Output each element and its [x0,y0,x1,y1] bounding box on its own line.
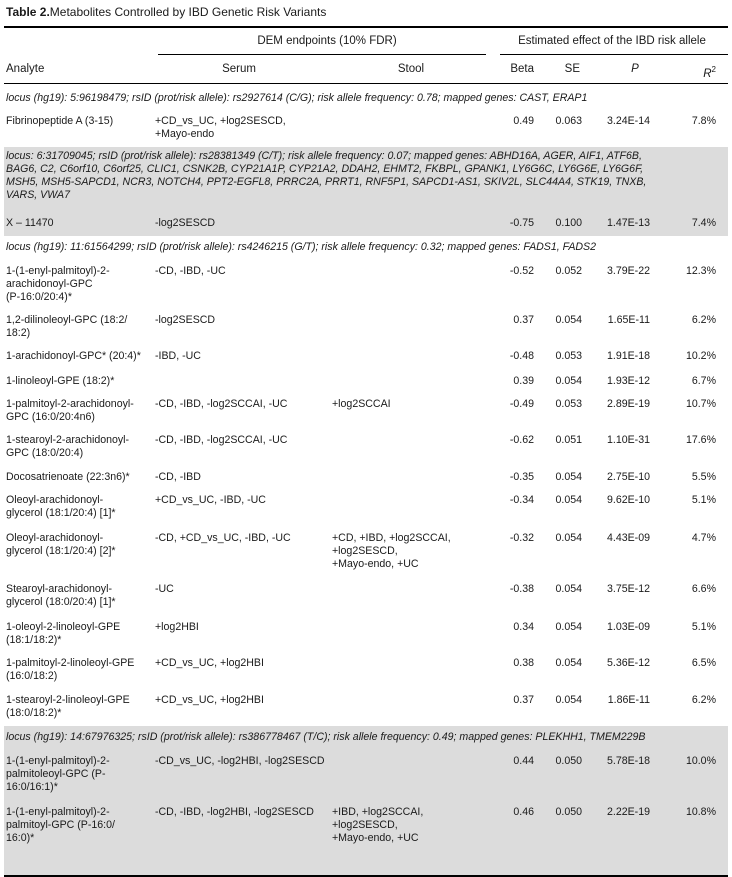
stool-cell: +log2SCCAI [332,398,391,410]
serum-cell: -CD_vs_UC, -log2HBI, -log2SESCD [155,755,325,767]
beta-cell: 0.39 [513,375,534,387]
r2-cell: 10.0% [685,755,716,767]
beta-cell: -0.52 [509,265,534,277]
locus-line: locus (hg19): 11:61564299; rsID (prot/risk allele): rs4246215 (G/T); risk allele frequency: 0.32; mapped genes: FADS1, FADS2 [6,241,597,253]
analyte-cell: Oleoyl-arachidonoyl- [6,494,104,506]
beta-cell: -0.62 [509,434,534,446]
p-cell: 1.10E-31 [607,434,650,446]
se-cell: 0.053 [555,398,582,410]
r2-cell: 6.5% [691,657,716,669]
se-cell: 0.054 [555,532,582,544]
serum-cell: +CD_vs_UC, +log2SESCD, [155,115,286,127]
p-cell: 3.24E-14 [607,115,650,127]
p-cell: 2.22E-19 [607,806,650,818]
top-rule [4,26,728,28]
r2-cell: 7.4% [691,217,716,229]
r2-cell: 6.2% [691,694,716,706]
analyte-cell: arachidonoyl-GPC [6,278,93,290]
analyte-cell: 1-linoleoyl-GPE (18:2)* [6,375,115,387]
serum-cell: -log2SESCD [155,314,216,326]
locus-line: locus (hg19): 5:96198479; rsID (prot/risk allele): rs2927614 (C/G); risk allele frequency: 0.78; mapped genes: CAST, ERAP1 [6,92,588,104]
p-cell: 1.47E-13 [607,217,650,229]
analyte-cell: 16:0/16:1)* [6,781,58,793]
header-r2 [680,63,716,81]
se-cell: 0.054 [555,657,582,669]
stool-cell: +IBD, +log2SCCAI, [332,806,424,818]
analyte-cell: GPC (18:0/20:4) [6,447,84,459]
analyte-cell: (18:1/18:2)* [6,634,62,646]
serum-cell: -CD, -IBD [155,471,201,483]
locus-band-14 [4,726,728,875]
serum-cell: -CD, -IBD, -log2HBI, -log2SESCD [155,806,314,818]
p-cell: 2.89E-19 [607,398,650,410]
serum-cell: -CD, -IBD, -log2SCCAI, -UC [155,398,288,410]
analyte-cell: 16:0)* [6,832,35,844]
se-cell: 0.052 [555,265,582,277]
se-cell: 0.054 [555,694,582,706]
r2-cell: 10.7% [685,398,716,410]
header-estimated-effect: Estimated effect of the IBD risk allele [518,35,706,47]
analyte-cell: 1-palmitoyl-2-arachidonoyl- [6,398,134,410]
analyte-cell: palmitoyl-GPC (P-16:0/ [6,819,115,831]
stool-cell: +log2SESCD, [332,819,398,831]
r2-cell: 5.1% [691,621,716,633]
header-r2-base: R [703,67,712,80]
serum-cell: +CD_vs_UC, +log2HBI [155,694,264,706]
analyte-cell: glycerol (18:0/20:4) [1]* [6,596,116,608]
r2-cell: 4.7% [691,532,716,544]
analyte-cell: 18:2) [6,327,31,339]
p-cell: 3.79E-22 [607,265,650,277]
analyte-cell: Oleoyl-arachidonoyl- [6,532,104,544]
beta-cell: 0.44 [513,755,534,767]
p-cell: 2.75E-10 [607,471,650,483]
analyte-cell: 1-stearoyl-2-linoleoyl-GPE [6,694,130,706]
beta-cell: -0.49 [509,398,534,410]
analyte-cell: 1-(1-enyl-palmitoyl)-2- [6,265,110,277]
stool-cell: +Mayo-endo, +UC [332,558,419,570]
serum-cell: -CD, -IBD, -UC [155,265,226,277]
analyte-cell: Docosatrienoate (22:3n6)* [6,471,130,483]
beta-cell: 0.37 [513,314,534,326]
serum-cell: +log2HBI [155,621,199,633]
analyte-cell: GPC (16:0/20:4n6) [6,411,95,423]
locus-line: MSH5, MSH5-SAPCD1, NCR3, NOTCH4, PPT2-EGFL8, PRRC2A, PRRT1, RNF5P1, SAPCD1-AS1, SKIV2L, SLC44A4, STK19, TNXB, [6,176,647,188]
analyte-cell: 1,2-dilinoleoyl-GPC (18:2/ [6,314,128,326]
analyte-cell: 1-palmitoyl-2-linoleoyl-GPE [6,657,135,669]
header-effect-underline [500,54,728,55]
serum-cell: +CD_vs_UC, +log2HBI [155,657,264,669]
stool-cell: +Mayo-endo, +UC [332,832,419,844]
serum-cell: -UC [155,583,174,595]
se-cell: 0.100 [555,217,582,229]
beta-cell: 0.46 [513,806,534,818]
stool-cell: +CD, +IBD, +log2SCCAI, [332,532,451,544]
se-cell: 0.054 [555,314,582,326]
analyte-cell: (16:0/18:2) [6,670,58,682]
se-cell: 0.054 [555,375,582,387]
header-dem-endpoints: DEM endpoints (10% FDR) [257,35,397,47]
p-cell: 9.62E-10 [607,494,650,506]
r2-cell: 10.2% [685,350,716,362]
beta-cell: 0.37 [513,694,534,706]
beta-cell: -0.75 [509,217,534,229]
header-serum: Serum [222,63,256,75]
analyte-cell: Fibrinopeptide A (3-15) [6,115,114,127]
analyte-cell: palmitoleoyl-GPC (P- [6,768,106,780]
locus-line: VARS, VWA7 [6,189,70,201]
analyte-cell: (18:0/18:2)* [6,707,62,719]
r2-cell: 5.1% [691,494,716,506]
table-label: Table 2. [6,5,50,19]
r2-cell: 5.5% [691,471,716,483]
locus-line: locus: 6:31709045; rsID (prot/risk allele): rs28381349 (C/T); risk allele frequency: 0.07; mapped genes: ABHD16A, AGER, AIF1, ATF6B, [6,150,642,162]
locus-line: locus (hg19): 14:67976325; rsID (prot/risk allele): rs386778467 (T/C); risk allele frequency: 0.49; mapped genes: PLEKHH1, TMEM229B [6,731,646,743]
header-beta: Beta [510,63,534,75]
r2-cell: 6.2% [691,314,716,326]
analyte-cell: 1-arachidonoyl-GPC* (20:4)* [6,350,141,362]
table-title [6,6,326,19]
p-cell: 1.03E-09 [607,621,650,633]
r2-cell: 17.6% [685,434,716,446]
locus-line: BAG6, C2, C6orf10, C6orf25, CLIC1, CSNK2B, CYP21A1P, CYP21A2, DDAH2, EHMT2, FKBPL, GPANK1, LY6G6C, LY6G6E, LY6G6F, [6,163,644,175]
analyte-cell: 1-oleoyl-2-linoleoyl-GPE [6,621,121,633]
analyte-cell: (P-16:0/20:4)* [6,291,72,303]
se-cell: 0.054 [555,621,582,633]
p-cell: 5.36E-12 [607,657,650,669]
header-p: P [631,63,639,75]
beta-cell: 0.34 [513,621,534,633]
analyte-cell: 1-(1-enyl-palmitoyl)-2- [6,806,110,818]
header-rule [4,83,728,84]
beta-cell: -0.34 [509,494,534,506]
header-se: SE [564,63,580,75]
p-cell: 4.43E-09 [607,532,650,544]
analyte-cell: 1-stearoyl-2-arachidonoyl- [6,434,130,446]
se-cell: 0.050 [555,806,582,818]
analyte-cell: glycerol (18:1/20:4) [2]* [6,545,116,557]
beta-cell: -0.48 [509,350,534,362]
p-cell: 1.91E-18 [607,350,650,362]
analyte-cell: 1-(1-enyl-palmitoyl)-2- [6,755,110,767]
analyte-cell: glycerol (18:1/20:4) [1]* [6,507,116,519]
se-cell: 0.054 [555,471,582,483]
r2-cell: 10.8% [685,806,716,818]
r2-cell: 12.3% [685,265,716,277]
serum-cell: -CD, -IBD, -log2SCCAI, -UC [155,434,288,446]
table-title-text: Metabolites Controlled by IBD Genetic Risk Variants [49,5,327,19]
analyte-cell: Stearoyl-arachidonoyl- [6,583,112,595]
p-cell: 1.93E-12 [607,375,650,387]
header-analyte: Analyte [6,63,45,75]
beta-cell: 0.49 [513,115,534,127]
se-cell: 0.051 [555,434,582,446]
se-cell: 0.063 [555,115,582,127]
r2-cell: 6.7% [691,375,716,387]
se-cell: 0.050 [555,755,582,767]
serum-cell: +CD_vs_UC, -IBD, -UC [155,494,266,506]
serum-cell: -IBD, -UC [155,350,201,362]
se-cell: 0.054 [555,583,582,595]
header-dem-underline [158,54,486,55]
serum-cell: -CD, +CD_vs_UC, -IBD, -UC [155,532,291,544]
header-stool: Stool [397,63,425,75]
beta-cell: -0.35 [509,471,534,483]
serum-cell: +Mayo-endo [155,128,215,140]
p-cell: 3.75E-12 [607,583,650,595]
r2-cell: 7.8% [691,115,716,127]
serum-cell: -log2SESCD [155,217,216,229]
header-r2-sup: 2 [711,65,716,74]
beta-cell: -0.32 [509,532,534,544]
r2-cell: 6.6% [691,583,716,595]
p-cell: 5.78E-18 [607,755,650,767]
p-cell: 1.86E-11 [607,694,650,706]
se-cell: 0.054 [555,494,582,506]
analyte-cell: X – 11470 [6,217,54,229]
beta-cell: -0.38 [509,583,534,595]
se-cell: 0.053 [555,350,582,362]
p-cell: 1.65E-11 [607,314,650,326]
stool-cell: +log2SESCD, [332,545,398,557]
beta-cell: 0.38 [513,657,534,669]
